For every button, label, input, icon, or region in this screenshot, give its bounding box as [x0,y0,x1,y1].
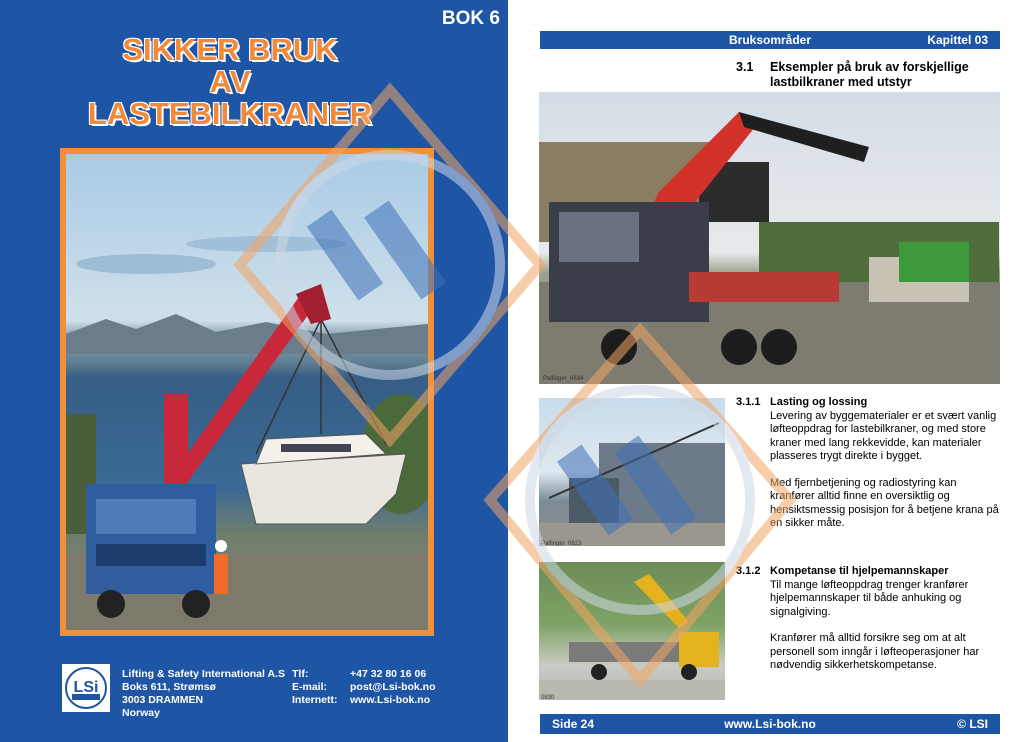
page-number: Side 24 [552,717,595,731]
book-cover [0,0,508,742]
publisher-country: Norway [122,707,160,719]
tlf-label: Tlf: [292,668,309,680]
email-label: E-mail: [292,681,328,693]
book-number: BOK 6 [441,8,500,29]
subsection2-paragraph2: Kranfører må alltid forsikre seg om at alt personell som inngår i løfteoperasjoner har nødvendig sikkerhetskompetanse. [770,632,980,671]
publisher-address [122,668,285,720]
section-number: 3.1 [736,60,754,74]
footer-copyright: © LSI [957,717,988,731]
photo2-caption: Palfinger_0623 [541,541,582,546]
cover-title-line3: LASTEBILKRANER [87,96,373,131]
cover-title-line2: AV [209,64,251,99]
web-label: Internett: [292,694,338,706]
header-chapter: Kapittel 03 [927,33,988,47]
subsection1-heading: Lasting og lossing [770,396,868,408]
publisher-name: Lifting & Safety International A.S [122,668,285,680]
crane-lifting-boat-illustration [66,154,428,630]
subsection2-paragraph1: Til mange løfteoppdrag trenger kranfører hjelpemannskaper til både anhuking og signalgiving. [770,578,969,618]
email-link[interactable]: post@Lsi-bok.no [350,681,436,693]
crane-truck-photo [539,92,1000,384]
subsection2-heading: Kompetanse til hjelpemannskaper [770,565,949,577]
footer-website-link[interactable]: www.Lsi-bok.no [724,717,816,731]
tlf-value: +47 32 80 16 06 [350,668,427,680]
page-footer-bar [540,714,1000,734]
crane-helpers-photo [539,562,725,700]
content-page [510,0,1024,742]
photo1-caption: Palfinger_0634 [543,376,584,382]
subsection2-number: 3.1.2 [736,565,761,577]
publisher-city: 3003 DRAMMEN [122,694,204,706]
cover-title-line1: SIKKER BRUK [122,32,338,67]
subsection1-paragraph2: Med fjernbetjening og radiostyring kan kranfører alltid finne en oversiktlig og hensiktsmessig posisjon for å betjene krana på en sikker måte. [770,476,999,529]
page-header-bar [540,31,1000,49]
cover-title [40,34,420,130]
subsection1-number: 3.1.1 [736,396,761,408]
web-link[interactable]: www.Lsi-bok.no [350,694,431,706]
logo-text: LSi [73,679,99,696]
publisher-box: Boks 611, Strømsø [122,681,216,693]
building-delivery-photo [539,398,725,546]
cover-illustration [66,154,428,630]
header-section-name: Bruksområder [728,33,812,47]
photo3-caption: 0830 [541,695,555,700]
cover-illustration-frame [60,148,434,636]
lsi-logo [60,662,112,714]
publisher-contact [292,668,435,707]
section-title: Eksempler på bruk av forskjellige lastbilkraner med utstyr [770,60,969,89]
subsection1-paragraph1: Levering av byggematerialer er et svært vanlig løfteoppdrag for lastebilkraner, og med store kraner med lang rekkevidde, kan materialer plasseres trygt direkte i bygget. [770,409,997,462]
